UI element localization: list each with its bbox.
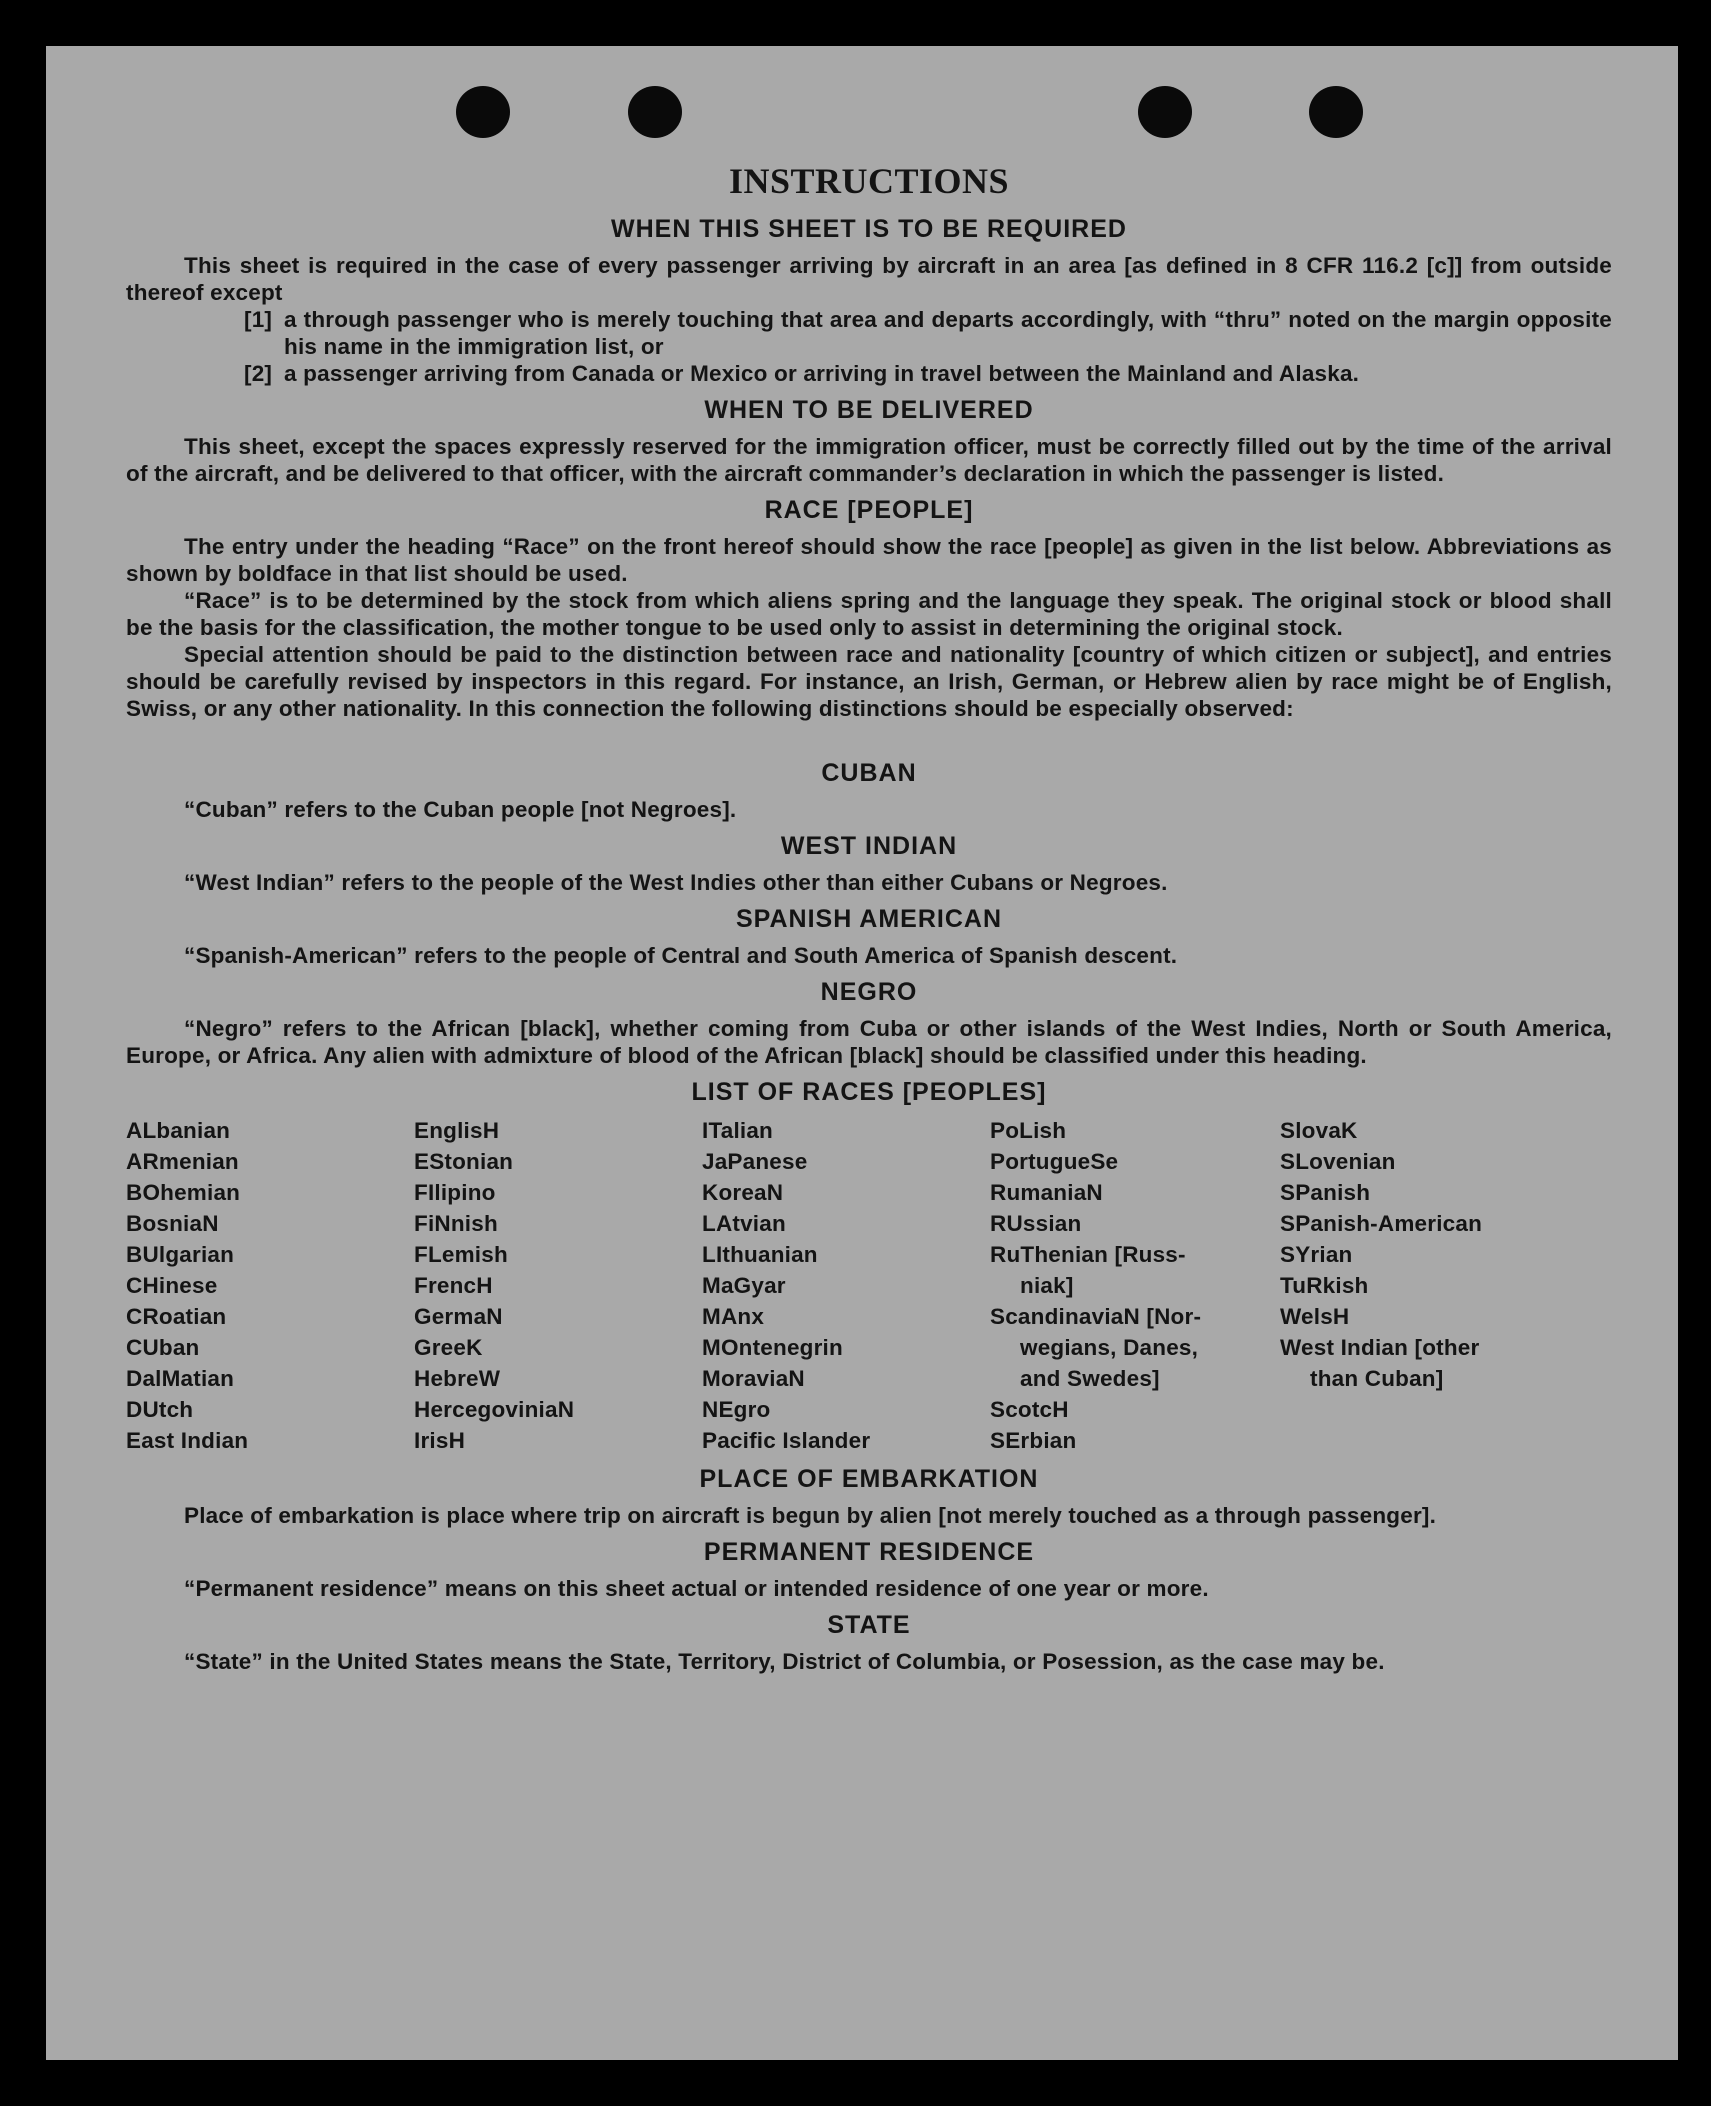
race-item-continuation: wegians, Danes, xyxy=(1020,1335,1199,1360)
residence-text: “Permanent residence” means on this sheet actual or intended residence of one year or more. xyxy=(184,1576,1209,1601)
race-item: EnglisH xyxy=(414,1118,500,1143)
negro-heading: NEGRO xyxy=(820,978,918,1006)
exception-text: a passenger arriving from Canada or Mexico or arriving in travel between the Mainland and Alaska. xyxy=(284,361,1360,386)
race-item: MOntenegrin xyxy=(702,1335,843,1360)
state-text: “State” in the United States means the State, Territory, District of Columbia, or Posession, as the case may be. xyxy=(184,1649,1385,1674)
exception-number: [1] xyxy=(244,307,273,332)
race-item: ARmenian xyxy=(126,1149,239,1174)
race-item: TuRkish xyxy=(1280,1273,1369,1298)
residence-heading: PERMANENT RESIDENCE xyxy=(703,1538,1035,1566)
race-item: SPanish-American xyxy=(1280,1211,1483,1236)
embarkation-text: Place of embarkation is place where trip on aircraft is begun by alien [not merely touched as a through passenger]. xyxy=(184,1503,1437,1528)
race-item: SYrian xyxy=(1280,1242,1353,1267)
race-item: CRoatian xyxy=(126,1304,227,1329)
exception-item xyxy=(126,306,1612,360)
negro-text: “Negro” refers to the African [black], whether coming from Cuba or other islands of the West Indies, North or South America, Europe, or Africa. Any alien with admixture of blood of the African [black] should be classified under this heading. xyxy=(126,1016,1612,1068)
race-item: SLovenian xyxy=(1280,1149,1396,1174)
race-item: FrencH xyxy=(414,1273,493,1298)
race-item: RUssian xyxy=(990,1211,1082,1236)
document-sheet xyxy=(46,46,1678,2060)
races-column-3 xyxy=(702,1115,990,1456)
races-column-2 xyxy=(414,1115,702,1456)
race-item: BOhemian xyxy=(126,1180,241,1205)
when-delivered-text: This sheet, except the spaces expressly reserved for the immigration officer, must be correctly filled out by the time of the arrival of the aircraft, and be delivered to that officer, with the aircraft commander’s declaration in which the passenger is listed. xyxy=(126,434,1612,486)
embarkation-heading: PLACE OF EMBARKATION xyxy=(699,1465,1039,1493)
races-column-1 xyxy=(126,1115,414,1456)
race-item: Pacific Islander xyxy=(702,1428,871,1453)
race-item: FLemish xyxy=(414,1242,508,1267)
race-paragraph-3: Special attention should be paid to the distinction between race and nationality [country of which citizen or subject], and entries should be carefully revised by inspectors in this regard. For instance, an Irish, German, or Hebrew alien by race might be of English, Swiss, or any other nationality. In this connection the following distinctions should be especially observed: xyxy=(126,642,1612,721)
race-item-continuation: and Swedes] xyxy=(1020,1366,1160,1391)
race-item: SErbian xyxy=(990,1428,1077,1453)
race-item: West Indian [other xyxy=(1280,1335,1480,1360)
west-indian-text: “West Indian” refers to the people of the West Indies other than either Cubans or Negroes. xyxy=(184,870,1168,895)
race-item: NEgro xyxy=(702,1397,771,1422)
spanish-american-heading: SPANISH AMERICAN xyxy=(735,905,1002,933)
race-item: RumaniaN xyxy=(990,1180,1103,1205)
punch-hole-3 xyxy=(1138,86,1192,138)
west-indian-heading: WEST INDIAN xyxy=(780,832,958,860)
race-item: ScotcH xyxy=(990,1397,1069,1422)
race-item: HebreW xyxy=(414,1366,501,1391)
punch-hole-2 xyxy=(628,86,682,138)
race-item: JaPanese xyxy=(702,1149,808,1174)
punch-hole-1 xyxy=(456,86,510,138)
race-item: WelsH xyxy=(1280,1304,1350,1329)
race-item-continuation: niak] xyxy=(1020,1273,1074,1298)
page-title: INSTRUCTIONS xyxy=(728,161,1010,201)
race-item: PoLish xyxy=(990,1118,1067,1143)
race-item: PortugueSe xyxy=(990,1149,1119,1174)
race-item: BosniaN xyxy=(126,1211,219,1236)
race-item: ALbanian xyxy=(126,1118,231,1143)
race-item: FIlipino xyxy=(414,1180,496,1205)
when-delivered-heading: WHEN TO BE DELIVERED xyxy=(704,396,1034,424)
exception-text: a through passenger who is merely touching that area and departs accordingly, with “thru” noted on the margin opposite his name in the immigration list, or xyxy=(284,307,1612,359)
race-paragraph-2: “Race” is to be determined by the stock from which aliens spring and the language they speak. The original stock or blood shall be the basis for the classification, the mother tongue to be used only to assist in determining the original stock. xyxy=(126,588,1612,640)
race-item: KoreaN xyxy=(702,1180,784,1205)
list-of-races-heading: LIST OF RACES [PEOPLES] xyxy=(691,1078,1047,1106)
races-list xyxy=(126,1115,1612,1456)
race-item: HercegoviniaN xyxy=(414,1397,575,1422)
race-item: BUlgarian xyxy=(126,1242,235,1267)
punch-hole-4 xyxy=(1309,86,1363,138)
race-item: MAnx xyxy=(702,1304,765,1329)
cuban-heading: CUBAN xyxy=(821,759,917,787)
when-required-intro: This sheet is required in the case of every passenger arriving by aircraft in an area [as defined in 8 CFR 116.2 [c]] from outside thereof except xyxy=(126,253,1612,305)
race-item: DUtch xyxy=(126,1397,194,1422)
spanish-american-text: “Spanish-American” refers to the people of Central and South America of Spanish descent. xyxy=(184,943,1178,968)
race-item: ScandinaviaN [Nor- xyxy=(990,1304,1202,1329)
race-item: EStonian xyxy=(414,1149,514,1174)
race-paragraph-1: The entry under the heading “Race” on the front hereof should show the race [people] as given in the list below. Abbreviations as shown by boldface in that list should be used. xyxy=(126,534,1612,586)
race-item: MaGyar xyxy=(702,1273,786,1298)
cuban-text: “Cuban” refers to the Cuban people [not Negroes]. xyxy=(184,797,737,822)
race-item: SPanish xyxy=(1280,1180,1371,1205)
race-heading: RACE [PEOPLE] xyxy=(764,496,974,524)
race-item: DalMatian xyxy=(126,1366,235,1391)
race-item-continuation: than Cuban] xyxy=(1310,1366,1444,1391)
state-heading: STATE xyxy=(827,1611,911,1639)
race-item: GreeK xyxy=(414,1335,483,1360)
race-item: FiNnish xyxy=(414,1211,498,1236)
race-item: MoraviaN xyxy=(702,1366,805,1391)
race-item: CUban xyxy=(126,1335,200,1360)
race-item: ITalian xyxy=(702,1118,773,1143)
races-column-4 xyxy=(990,1115,1280,1456)
race-item: GermaN xyxy=(414,1304,503,1329)
exception-item xyxy=(126,360,1612,387)
exception-number: [2] xyxy=(244,361,273,386)
race-item: LAtvian xyxy=(702,1211,786,1236)
race-item: RuThenian [Russ- xyxy=(990,1242,1186,1267)
races-column-5 xyxy=(1280,1115,1610,1456)
race-item: CHinese xyxy=(126,1273,218,1298)
race-item: IrisH xyxy=(414,1428,466,1453)
race-item: East Indian xyxy=(126,1428,249,1453)
when-required-heading: WHEN THIS SHEET IS TO BE REQUIRED xyxy=(611,215,1127,243)
instructions-content xyxy=(126,156,1612,1675)
race-item: SlovaK xyxy=(1280,1118,1358,1143)
race-item: LIthuanian xyxy=(702,1242,818,1267)
